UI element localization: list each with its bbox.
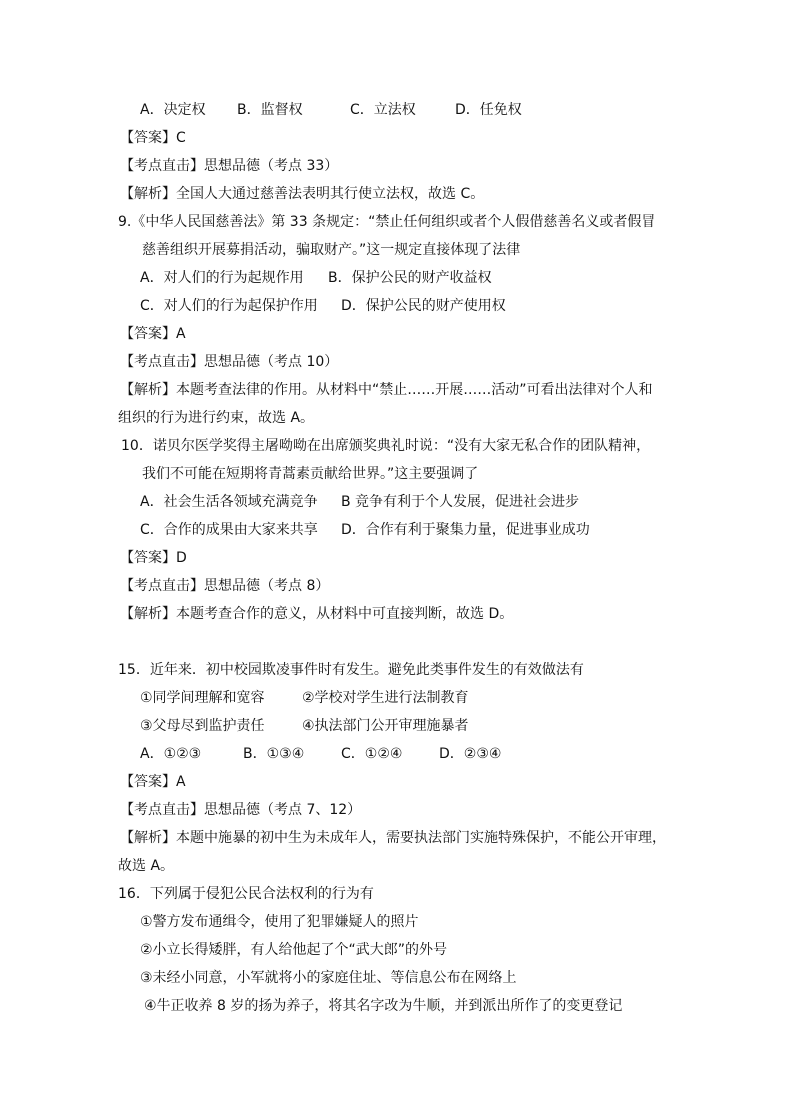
option-b: B．①③④ [243,746,305,762]
q15-analysis-1: 【解析】本题中施暴的初中生为未成年人，需要执法部门实施特殊保护，不能公开审理， [120,830,666,846]
q8-answer: 【答案】C [120,130,186,146]
q10-analysis: 【解析】本题考查合作的意义，从材料中可直接判断，故选 D。 [120,606,514,622]
option-c: C．立法权 [350,102,416,118]
q8-analysis: 【解析】全国人大通过慈善法表明其行使立法权，故选 C。 [120,186,485,202]
option-c: C．合作的成果由大家来共享 [140,522,318,538]
q15-analysis-2: 故选 A。 [118,858,175,874]
q15-stem: 15．近年来．初中校园欺凌事件时有发生。避免此类事件发生的有效做法有 [118,662,584,678]
q9-stem-2: 慈善组织开展募捐活动，骗取财产。”这一规定直接体现了法律 [142,242,521,258]
option-a: A．对人们的行为起规作用 [140,270,304,286]
q9-point: 【考点直击】思想品德（考点 10） [120,354,339,370]
option-a: A．社会生活各领域充满竞争 [140,494,318,510]
option-d: D．任免权 [455,102,522,118]
q9-answer: 【答案】A [120,326,186,342]
option-a: A．①②③ [140,746,202,762]
q9-analysis-2: 组织的行为进行约束，故选 A。 [118,410,315,426]
q16-item-1: ①警方发布通缉令，使用了犯罪嫌疑人的照片 [140,914,419,930]
q10-stem-1: 10．诺贝尔医学奖得主屠呦呦在出席颁奖典礼时说：“没有大家无私合作的团队精神， [121,438,651,454]
option-b: B．监督权 [237,102,303,118]
option-b: B．保护公民的财产收益权 [328,270,492,286]
q15-answer: 【答案】A [120,774,186,790]
q16-stem: 16．下列属于侵犯公民合法权利的行为有 [118,886,374,902]
item-1: ①同学间理解和宽容 [140,690,265,706]
option-d: D．②③④ [439,746,502,762]
option-d: D．保护公民的财产使用权 [341,298,506,314]
q9-analysis-1: 【解析】本题考查法律的作用。从材料中“禁止……开展……活动”可看出法律对个人和 [120,382,653,398]
option-a: A．决定权 [140,102,206,118]
option-c: C．对人们的行为起保护作用 [140,298,318,314]
q8-point: 【考点直击】思想品德（考点 33） [120,158,339,174]
option-d: D．合作有利于聚集力量，促进事业成功 [341,522,590,538]
q16-item-2: ②小立长得矮胖，有人给他起了个“武大郎”的外号 [140,942,448,958]
option-b: B 竞争有利于个人发展，促进社会进步 [341,494,580,510]
q15-point: 【考点直击】思想品德（考点 7、12） [120,802,362,818]
item-4: ④执法部门公开审理施暴者 [302,718,469,734]
item-2: ②学校对学生进行法制教育 [302,690,469,706]
q16-item-3: ③未经小同意，小军就将小的家庭住址、等信息公布在网络上 [140,970,517,986]
q10-answer: 【答案】D [120,550,187,566]
q16-item-4: ④牛正收养 8 岁的扬为养子，将其名字改为牛顺，并到派出所作了的变更登记 [144,998,623,1014]
option-c: C．①②④ [341,746,403,762]
q10-stem-2: 我们不可能在短期将青蒿素贡献给世界。”这主要强调了 [142,466,479,482]
q9-stem-1: 9.《中华人民国慈善法》第 33 条规定：“禁止任何组织或者个人假借慈善名义或者假冒 [118,214,656,230]
q10-point: 【考点直击】思想品德（考点 8） [120,578,330,594]
item-3: ③父母尽到监护责任 [140,718,265,734]
